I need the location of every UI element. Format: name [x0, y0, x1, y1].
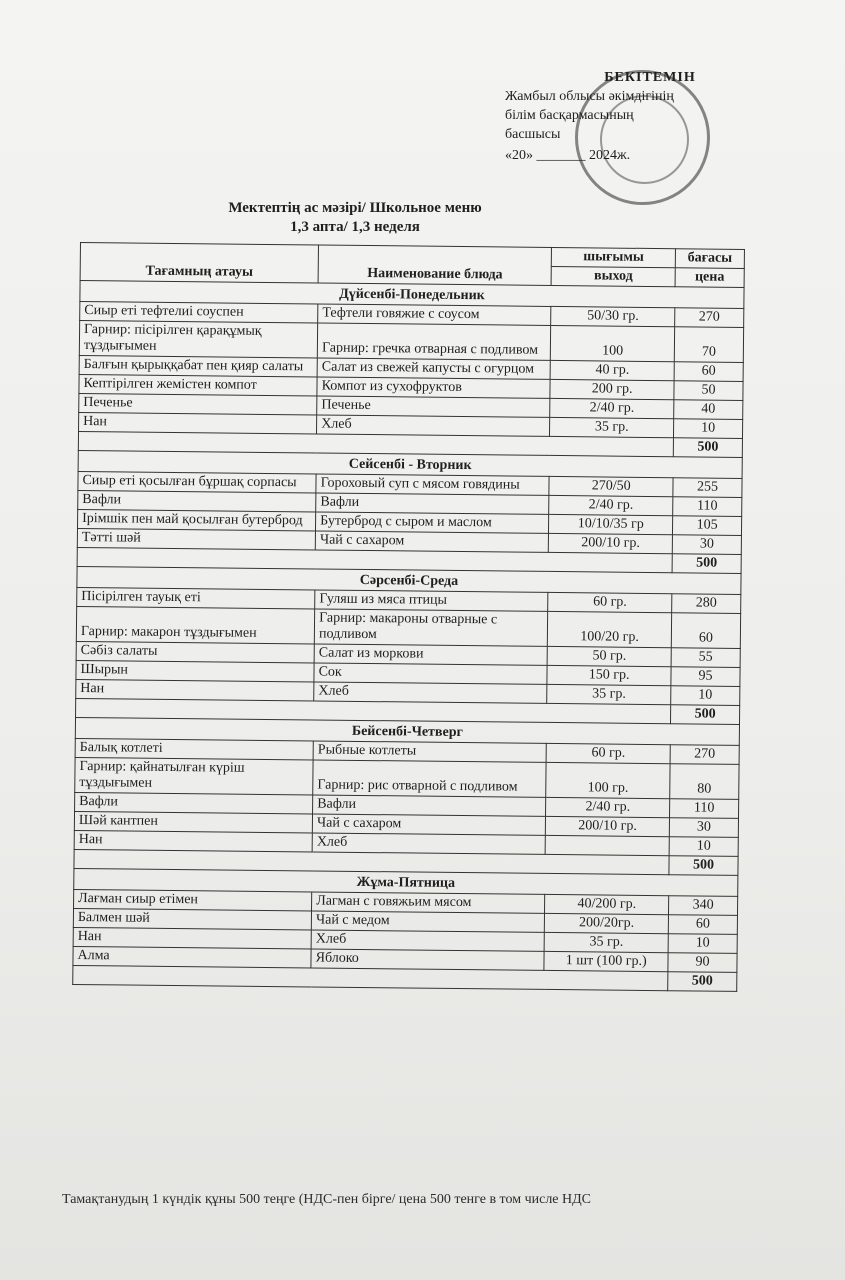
dish-yield: [545, 835, 669, 855]
dish-price: 90: [668, 953, 737, 973]
dish-name-kz: Гарнир: макарон тұздығымен: [76, 606, 314, 643]
day-total: 500: [668, 972, 737, 992]
dish-price: 270: [670, 745, 739, 765]
dish-name-ru: Вафли: [316, 493, 549, 514]
dish-price: 270: [675, 308, 744, 328]
dish-price: 60: [671, 613, 740, 649]
dish-name-kz: Сиыр еті тефтелиі соуспен: [80, 302, 318, 323]
approval-line-3: басшысы: [505, 127, 561, 142]
dish-yield: 2/40 гр.: [549, 495, 673, 515]
dish-price: 110: [673, 497, 742, 517]
header-yield-kz: шығымы: [552, 247, 676, 267]
dish-price: 105: [673, 516, 742, 536]
dish-name-ru: Вафли: [313, 795, 546, 816]
dish-name-ru: Чай с медом: [311, 911, 544, 932]
day-title: Дүйсенбі-Понедельник: [80, 281, 744, 309]
dish-name-kz: Кептірілген жемістен компот: [79, 374, 317, 395]
day-total: 500: [669, 856, 738, 876]
dish-name-ru: Гарнир: рис отварной с подливом: [313, 760, 547, 797]
dish-name-ru: Хлеб: [317, 415, 550, 436]
dish-name-ru: Лагман с говяжьим мясом: [312, 892, 545, 913]
dish-yield: 1 шт (100 гр.): [544, 951, 668, 971]
dish-yield: 2/40 гр.: [550, 398, 674, 418]
dish-yield: 200 гр.: [550, 379, 674, 399]
dish-name-ru: Хлеб: [311, 930, 544, 951]
dish-yield: 200/20гр.: [545, 913, 669, 933]
dish-name-kz: Гарнир: қайнатылған күріш тұздығымен: [75, 757, 313, 794]
dish-yield: 35 гр.: [544, 932, 668, 952]
day-title: Сәрсенбі-Среда: [77, 566, 741, 594]
dish-name-kz: Шырын: [76, 660, 314, 681]
dish-yield: 10/10/35 гр: [549, 514, 673, 534]
dish-name-kz: Гарнир: пісірілген қарақұмық тұздығымен: [79, 321, 317, 358]
dish-name-ru: Чай с сахаром: [315, 531, 548, 552]
dish-price: 60: [668, 915, 737, 935]
dish-price: 40: [674, 400, 743, 420]
dish-name-kz: Лағман сиыр етімен: [74, 889, 312, 910]
day-total: 500: [673, 438, 742, 458]
dish-price: 10: [674, 419, 743, 439]
dish-name-kz: Балғын қырыққабат пен қияр салаты: [79, 355, 317, 376]
dish-yield: 50/30 гр.: [551, 306, 675, 326]
dish-price: 30: [669, 818, 738, 838]
dish-price: 255: [673, 478, 742, 498]
dish-name-kz: Нан: [79, 412, 317, 433]
dish-price: 10: [669, 837, 738, 857]
header-price-ru: цена: [675, 268, 744, 288]
dish-name-kz: Вафли: [75, 792, 313, 813]
dish-yield: 35 гр.: [550, 417, 674, 437]
dish-yield: 100: [551, 325, 675, 361]
dish-name-ru: Сок: [314, 663, 547, 684]
dish-name-kz: Шәй кантпен: [74, 811, 312, 832]
day-title: Сейсенбі - Вторник: [78, 450, 742, 478]
dish-name-ru: Хлеб: [312, 833, 545, 854]
dish-name-ru: Гуляш из мяса птицы: [315, 590, 548, 611]
header-kz-name: Тағамның атауы: [80, 243, 319, 283]
day-title: Бейсенбі-Четверг: [75, 717, 739, 745]
dish-price: 55: [671, 648, 740, 668]
dish-name-ru: Рыбные котлеты: [313, 741, 546, 762]
dish-yield: 150 гр.: [547, 665, 671, 685]
day-total: 500: [671, 705, 740, 725]
menu-table-body: [73, 281, 744, 992]
dish-name-kz: Нан: [76, 679, 314, 700]
header-price-kz: бағасы: [675, 249, 744, 269]
dish-name-ru: Печенье: [317, 396, 550, 417]
dish-name-kz: Балмен шәй: [73, 908, 311, 929]
dish-price: 110: [670, 799, 739, 819]
dish-name-ru: Чай с сахаром: [312, 814, 545, 835]
menu-heading: [150, 199, 560, 237]
dish-yield: 60 гр.: [548, 592, 672, 612]
dish-name-kz: Пісірілген тауық еті: [77, 587, 315, 608]
dish-price: 60: [674, 362, 743, 382]
dish-yield: 40 гр.: [550, 360, 674, 380]
dish-name-ru: Гарнир: гречка отварная с подливом: [317, 323, 551, 360]
dish-price: 340: [669, 896, 738, 916]
dish-yield: 100/20 гр.: [548, 611, 672, 647]
dish-name-ru: Хлеб: [314, 682, 547, 703]
dish-name-kz: Сиыр еті қосылған бұршақ сорпасы: [78, 471, 316, 492]
dish-price: 50: [674, 381, 743, 401]
approval-date: «20» _______ 2024ж.: [505, 148, 631, 163]
day-total: 500: [672, 554, 741, 574]
dish-price: 280: [672, 594, 741, 614]
dish-name-kz: Ірімшік пен май қосылған бутерброд: [77, 509, 315, 530]
dish-yield: 270/50: [549, 476, 673, 496]
dish-yield: 60 гр.: [546, 743, 670, 763]
approval-line-1: Жамбыл облысы әкімдігінің: [505, 89, 674, 104]
dish-yield: 200/10 гр.: [549, 533, 673, 553]
dish-name-kz: Нан: [74, 830, 312, 851]
menu-table: [72, 242, 745, 992]
dish-yield: 2/40 гр.: [546, 797, 670, 817]
dish-yield: 35 гр.: [547, 684, 671, 704]
dish-name-ru: Салат из моркови: [314, 644, 547, 665]
approval-block: [505, 68, 735, 165]
menu-heading-line-1: Мектептің ас мәзірі/ Школьное меню: [228, 200, 482, 216]
dish-name-ru: Компот из сухофруктов: [317, 377, 550, 398]
dish-yield: 200/10 гр.: [546, 816, 670, 836]
dish-name-ru: Гороховый суп с мясом говядины: [316, 474, 549, 495]
dish-name-kz: Сәбіз салаты: [76, 641, 314, 662]
header-yield-ru: выход: [551, 266, 675, 286]
approval-title: БЕКІТЕМІН: [604, 70, 696, 85]
dish-price: 70: [674, 327, 743, 363]
dish-name-kz: Вафли: [78, 490, 316, 511]
dish-name-ru: Салат из свежей капусты с огурцом: [317, 358, 550, 379]
menu-heading-line-2: 1,3 апта/ 1,3 неделя: [290, 219, 420, 235]
dish-name-kz: Печенье: [79, 393, 317, 414]
dish-yield: 40/200 гр.: [545, 894, 669, 914]
dish-name-kz: Алма: [73, 946, 311, 967]
dish-name-kz: Нан: [73, 927, 311, 948]
dish-price: 10: [671, 686, 740, 706]
dish-price: 10: [668, 934, 737, 954]
dish-price: 95: [671, 667, 740, 687]
dish-name-ru: Бутерброд с сыром и маслом: [316, 512, 549, 533]
dish-price: 30: [672, 535, 741, 555]
header-ru-name: Наименование блюда: [318, 245, 552, 285]
dish-name-kz: Балық котлеті: [75, 738, 313, 759]
daily-cost-note: Тамақтанудың 1 күндік құны 500 теңге (НДС-пен бірге/ цена 500 тенге в том числе НДС: [62, 1192, 592, 1207]
dish-yield: 100 гр.: [546, 762, 670, 798]
dish-name-kz: Тәтті шәй: [77, 528, 315, 549]
approval-line-2: білім басқармасының: [505, 108, 634, 123]
dish-name-ru: Тефтели говяжие с соусом: [318, 304, 551, 325]
dish-price: 80: [670, 764, 739, 800]
day-title: Жұма-Пятница: [74, 868, 738, 896]
dish-name-ru: Яблоко: [311, 949, 544, 970]
dish-yield: 50 гр.: [547, 646, 671, 666]
dish-name-ru: Гарнир: макароны отварные с подливом: [314, 609, 548, 646]
